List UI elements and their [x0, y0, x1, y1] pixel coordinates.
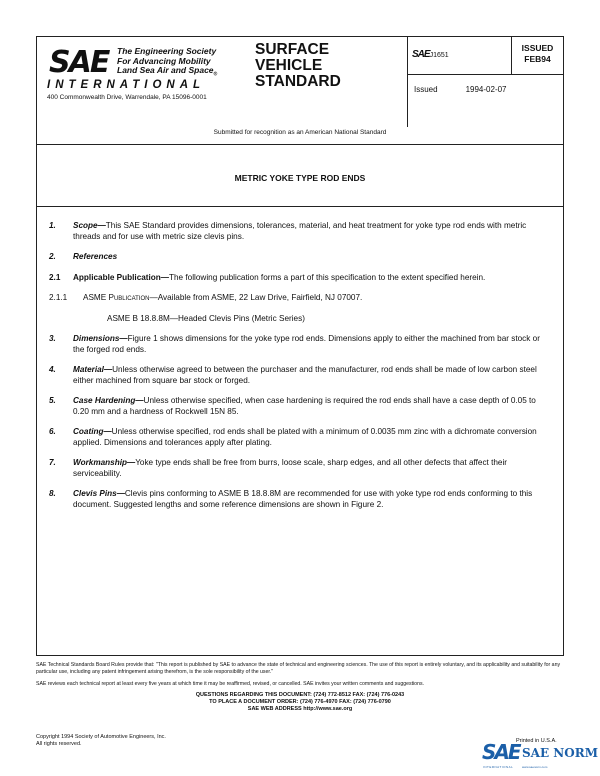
copyright: Copyright 1994 Society of Automotive Engineers, Inc. All rights reserved.: [36, 734, 166, 747]
asme-reference: ASME B 18.8.8M—Headed Clevis Pins (Metric Series): [107, 313, 305, 323]
section-2-1: 2.1 Applicable Publication—The following publication forms a part of this specification to the extent specified herein.: [49, 272, 486, 282]
section-8: 8. Clevis Pins—Clevis pins conforming to ASME B 18.8.8M are recommended for use with yoke type rod ends conforming to this document. Suggested lengths and some reference dimensions are shown in Figure 2.: [49, 489, 533, 509]
issued-label: Issued: [414, 85, 438, 94]
document-frame: [36, 36, 564, 656]
logo-block: [37, 37, 249, 127]
standard-type: SURFACE VEHICLE STANDARD: [255, 41, 341, 90]
section-2-1-1: 2.1.1 ASME Publication—Available from ASME, 22 Law Drive, Fairfield, NJ 07007.: [49, 293, 363, 302]
section-7: 7. Workmanship—Yoke type ends shall be free from burrs, loose scale, sharp edges, and all other defects that affect their serviceability.: [49, 458, 508, 478]
society-tagline: The Engineering Society For Advancing Mobility Land Sea Air and Space$_®$: [117, 46, 218, 78]
document-code: SAEJ1651 Issued 1994-02-07: [407, 37, 511, 127]
issued-date: 1994-02-07: [465, 85, 507, 94]
section-2: 2. References: [49, 252, 118, 261]
sae-logo: SAE: [49, 45, 109, 80]
submitted-note: Submitted for recognition as an American National Standard: [213, 129, 387, 136]
document-title: METRIC YOKE TYPE ROD ENDS: [37, 145, 563, 207]
header: [37, 37, 563, 145]
policy-notice: SAE Technical Standards Board Rules provide that: "This report is published by SAE to advance the state of technical and engineering sciences. The use of this report is entirely voluntary, and its applicability and suitability for any particular use, including any patent infringement arising therefrom, is the sole responsibility of the user.": [36, 662, 561, 675]
section-5: 5. Case Hardening—Unless otherwise specified, when case hardening is required the rod ends shall have a case depth of 0.05 to 0.20 mm and a hardness of Rockwell 15N 85.: [49, 396, 536, 416]
document-body: [37, 215, 563, 510]
section-6: 6. Coating—Unless otherwise specified, rod ends shall be plated with a minimum of 0.0035 mm zinc with a dichromate conversion applied. Dimensions and tolerances apply after plating.: [49, 427, 537, 447]
section-1: 1. Scope—This SAE Standard provides dimensions, tolerances, material, and heat treatment for yoke type rod ends with metric threads and for use with metric size clevis pins.: [49, 221, 527, 241]
section-3: 3. Dimensions—Figure 1 shows dimensions for the yoke type rod ends. Dimensions apply to either the machined from bar stock or the forged rod ends.: [49, 334, 540, 354]
contact-info: QUESTIONS REGARDING THIS DOCUMENT: (724) 772-8512 FAX: (724) 776-0243 TO PLACE A DOCUMENT ORDER: (724) 776-4970 FAX: (724) 776-0790 SAE WEB ADDRESS http://www.sae.org: [195, 692, 405, 712]
review-notice: SAE reviews each technical report at least every five years at which time it may be reaffirmed, revised, or cancelled. SAE invites your written comments and suggestions.: [36, 681, 424, 687]
international-label: INTERNATIONAL: [47, 79, 206, 91]
sae-norm-watermark: SAE SAE NORM INTERNATIONAL www.saenorm.com: [482, 740, 598, 769]
doc-number: J1651: [429, 52, 449, 59]
section-4: 4. Material—Unless otherwise agreed to between the purchaser and the manufacturer, rod ends shall be made of low carbon steel either machined from square bar stock or forged.: [49, 365, 537, 385]
issue-box: ISSUED FEB94: [511, 37, 563, 75]
address: 400 Commonwealth Drive, Warrendale, PA 15096-0001: [47, 94, 207, 101]
printed-label: Printed in U.S.A.: [516, 738, 557, 744]
footer: [36, 662, 564, 713]
